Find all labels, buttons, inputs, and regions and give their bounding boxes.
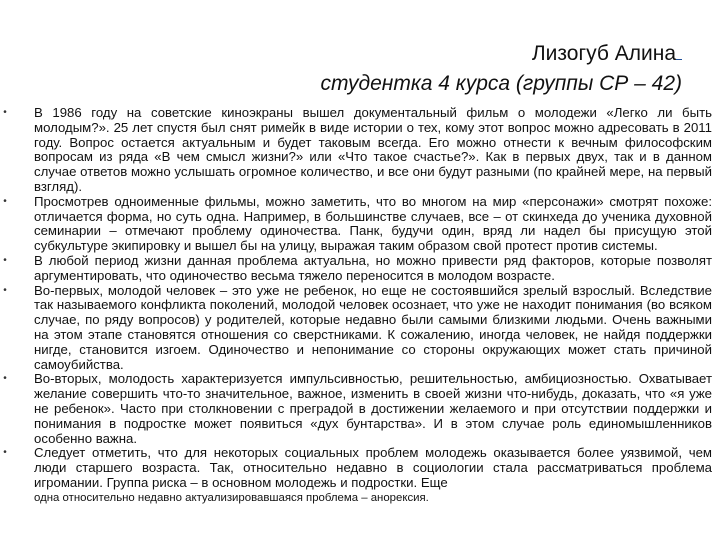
bullet-icon: • — [3, 447, 7, 459]
bullet-list — [3, 105, 712, 505]
author-name-text: Лизогуб Алина — [531, 42, 676, 65]
list-item — [3, 445, 712, 490]
bullet-icon: • — [3, 254, 7, 266]
author-subtitle: студентка 4 курса (группы СР – 42) — [320, 72, 682, 95]
paragraph-text: Просмотрев одноименные фильмы, можно заметить, что во многом на мир «персонажи» смотрят похоже: отличается форма, но суть одна. Например, в большинстве случаев, все – от скинхеда до ученика духовной семинарии – отмечают проблему одиночества. Панк, будучи один, вряд ли надел бы присущую этой субкультуре экипировку и вышел бы на улицу, выражая таким образом свой протест против системы. — [34, 193, 712, 254]
list-item — [3, 105, 712, 195]
bullet-icon: • — [3, 107, 7, 118]
list-item — [3, 252, 712, 284]
list-item — [3, 193, 712, 254]
bullet-icon: • — [3, 195, 7, 207]
author-name — [320, 40, 682, 68]
list-item — [3, 371, 712, 446]
paragraph-text: В 1986 году на советские киноэкраны вышел документальный фильм о молодежи «Легко ли быть молодым?». 25 лет спустя был снят римейк в виде истории о тех, кому этот вопрос можно адресовать в 2011 году. Вопрос остается актуальным и будет таковым всегда. Его можно отнести к вечным философским вопросам из ряда «В чем смысл жизни?» или «Что такое счастье?». Как в первых двух, так и в данном случае ответов можно услышать огромное количество, и все они будут разными (по крайней мере, на первый взгляд). — [34, 105, 712, 194]
paragraph-text: Во-первых, молодой человек – это уже не ребенок, но еще не состоявшийся зрелый взрослый. Вследствие так называемого конфликта поколений, молодой человек осознает, что уже не находит понимания (во всяком случае, по ряду вопросов) у родителей, которые недавно были самыми близкими людьми. Очень важными на этом этапе становятся отношения со сверстниками. К сожалению, иногда человек, не найдя поддержки нигде, становится изгоем. Одиночество и непонимание со стороны окружающих может стать причиной самоубийства. — [34, 282, 712, 372]
bullet-icon: • — [3, 373, 7, 385]
list-item — [3, 282, 712, 373]
underline-mark — [676, 41, 682, 60]
paragraph-text: Во-вторых, молодость характеризуется импульсивностью, решительностью, амбициозностью. Охватывает желание совершить что-то значительное, важное, изменить в своей жизни что-нибудь, доказать, что «я уже не ребенок». Часто при столкновении с преградой в достижении желаемого и при отсутствии поддержки и понимания в подростке может появиться «дух бунтарства». И в этом случае роль единомышленников особенно важна. — [34, 371, 712, 446]
paragraph-last-line: одна относительно недавно актуализировавшаяся проблема – анорексия. — [34, 491, 429, 504]
header — [320, 40, 682, 98]
paragraph-text: Следует отметить, что для некоторых социальных проблем молодежь оказывается более уязвимой, чем люди старшего возраста. Так, относительно недавно в социологии стала рассматриваться проблема игромании. Группа риска – в основном молодежь и подростки. Еще — [34, 445, 712, 490]
bullet-icon: • — [3, 284, 7, 296]
paragraph-text: В любой период жизни данная проблема актуальна, но можно привести ряд факторов, которые позволят аргументировать, что одиночество весьма тяжело переносится в молодом возрасте. — [34, 252, 712, 283]
